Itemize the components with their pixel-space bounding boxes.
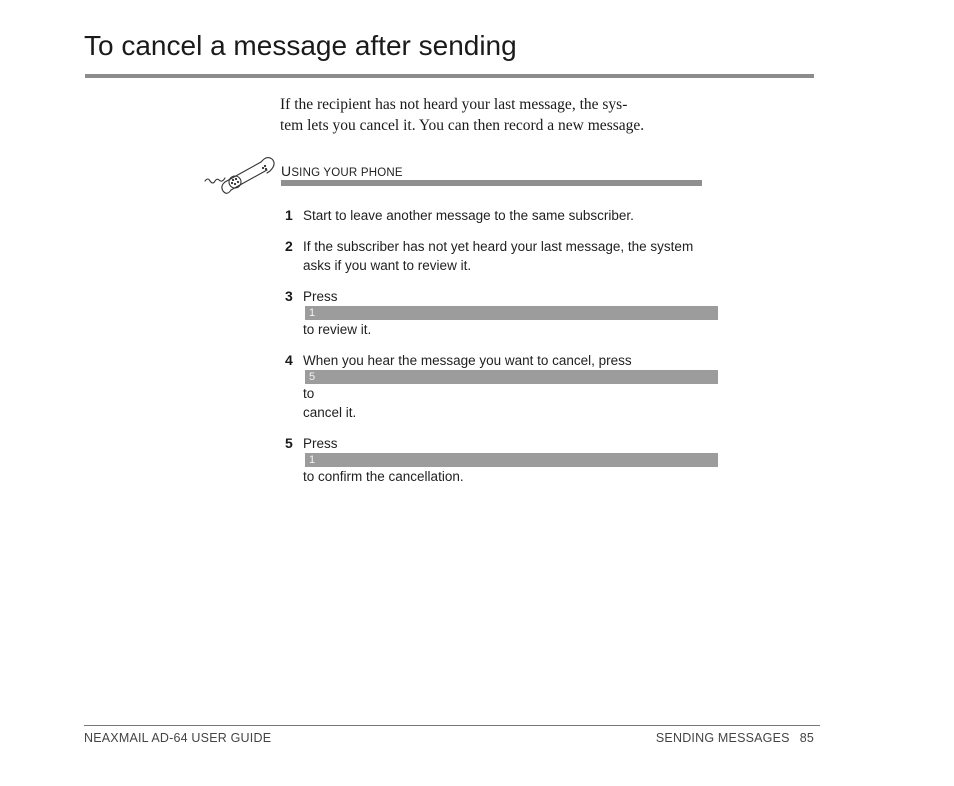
title-rule [85, 74, 814, 78]
step-line: If the subscriber has not yet heard your last message, the system [303, 239, 694, 254]
page-number: 85 [799, 731, 814, 745]
step-text-before: Press [303, 289, 338, 304]
step-line: asks if you want to review it. [303, 258, 472, 273]
step-text-before: Press [303, 436, 338, 451]
step-1 [280, 206, 720, 225]
step-number: 1 [285, 207, 293, 223]
step-text [303, 287, 720, 339]
step-line [303, 434, 720, 486]
intro-line-2: tem lets you cancel it. You can then record a new message. [280, 117, 645, 134]
step-5 [280, 434, 720, 486]
intro-line-1: If the recipient has not heard your last message, the sys- [280, 96, 628, 113]
footer-rule [84, 725, 820, 726]
telephone-handset-icon [203, 154, 277, 196]
section-heading [281, 163, 403, 179]
step-number: 3 [285, 288, 293, 304]
section-rule [281, 180, 702, 186]
step-2 [280, 237, 720, 275]
step-text-after: to confirm the cancellation. [303, 469, 464, 484]
step-3 [280, 287, 720, 339]
page-title: To cancel a message after sending [84, 30, 517, 61]
step-text-after: to review it. [303, 322, 372, 337]
footer-section-name: SENDING MESSAGES [655, 731, 790, 745]
step-text [303, 206, 720, 225]
step-number: 5 [285, 435, 293, 451]
step-line: cancel it. [303, 405, 357, 420]
footer-guide-title: NEAXMAIL AD-64 USER GUIDE [84, 731, 272, 745]
step-number: 4 [285, 352, 293, 368]
step-text [303, 351, 720, 422]
section-heading-initial: U [281, 163, 292, 179]
step-4 [280, 351, 720, 422]
step-number: 2 [285, 238, 293, 254]
step-text-after: to [303, 386, 315, 401]
footer-section [656, 731, 814, 745]
keypad-key-1: 1 [305, 306, 718, 320]
step-text [303, 434, 720, 486]
step-text [303, 237, 720, 275]
intro-paragraph [280, 94, 740, 136]
step-line [303, 351, 720, 403]
step-line: Start to leave another message to the same subscriber. [303, 208, 634, 223]
section-heading-rest: SING YOUR PHONE [291, 167, 403, 179]
step-line [303, 287, 720, 339]
keypad-key-5: 5 [305, 370, 718, 384]
keypad-key-1: 1 [305, 453, 718, 467]
steps-list [280, 206, 720, 498]
step-text-before: When you hear the message you want to cancel, press [303, 353, 632, 368]
